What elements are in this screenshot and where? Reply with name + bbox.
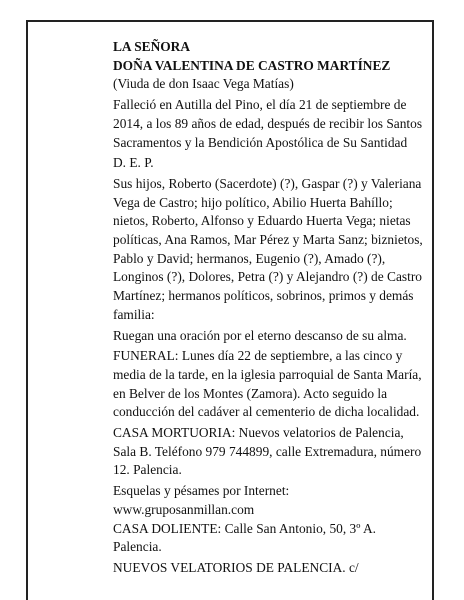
title-line-1: LA SEÑORA [113, 39, 191, 54]
deceased-name: DOÑA VALENTINA DE CASTRO MARTÍNEZ [113, 57, 391, 73]
widow-of-line: (Viuda de don Isaac Vega Matías) [113, 76, 294, 92]
prayer-line: Ruegan una oración por el eterno descanso de su alma. [113, 327, 407, 343]
death-paragraph: Falleció en Autilla del Pino, el día 21 de septiembre de 2014, a los 89 años de edad, después de recibir los Santos Sacramentos y la Bendición Apostólica de Su Santidad [113, 97, 423, 150]
funeral-paragraph: FUNERAL: Lunes día 22 de septiembre, a las cinco y media de la tarde, en la iglesia parroquial de Santa María, en Belver de los Montes (Zamora). Acto seguido la conducción del cadáver al cementerio de dicha localidad. [113, 348, 422, 420]
family-paragraph: Sus hijos, Roberto (Sacerdote) (?), Gaspar (?) y Valeriana Vega de Castro; hijo político, Abilio Huerta Bahíllo; nietos, Roberto, Alfonso y Eduardo Huerta Vega; nietas políticas, Ana Ramos, Mar Pérez y Marta Sanz; biznietos, Pablo y David; hermanos, Eugenio (?), Amado (?), Longinos (?), Dolores, Petra (?) y Alejandro (?) de Castro Martínez; hermanos políticos, sobrinos, primos y demás familia: [113, 175, 423, 322]
footer-line: NUEVOS VELATORIOS DE PALENCIA. c/ [113, 559, 359, 575]
obituary-notice [113, 38, 423, 578]
internet-label: Esquelas y pésames por Internet: [113, 483, 290, 499]
dep-line: D. E. P. [113, 155, 154, 171]
mortuary-paragraph: CASA MORTUORIA: Nuevos velatorios de Palencia, Sala B. Teléfono 979 744899, calle Extremadura, número 12. Palencia. [113, 425, 422, 478]
internet-url: www.gruposanmillan.com [113, 501, 255, 517]
mourning-house-paragraph: CASA DOLIENTE: Calle San Antonio, 50, 3º A. Palencia. [113, 520, 377, 555]
